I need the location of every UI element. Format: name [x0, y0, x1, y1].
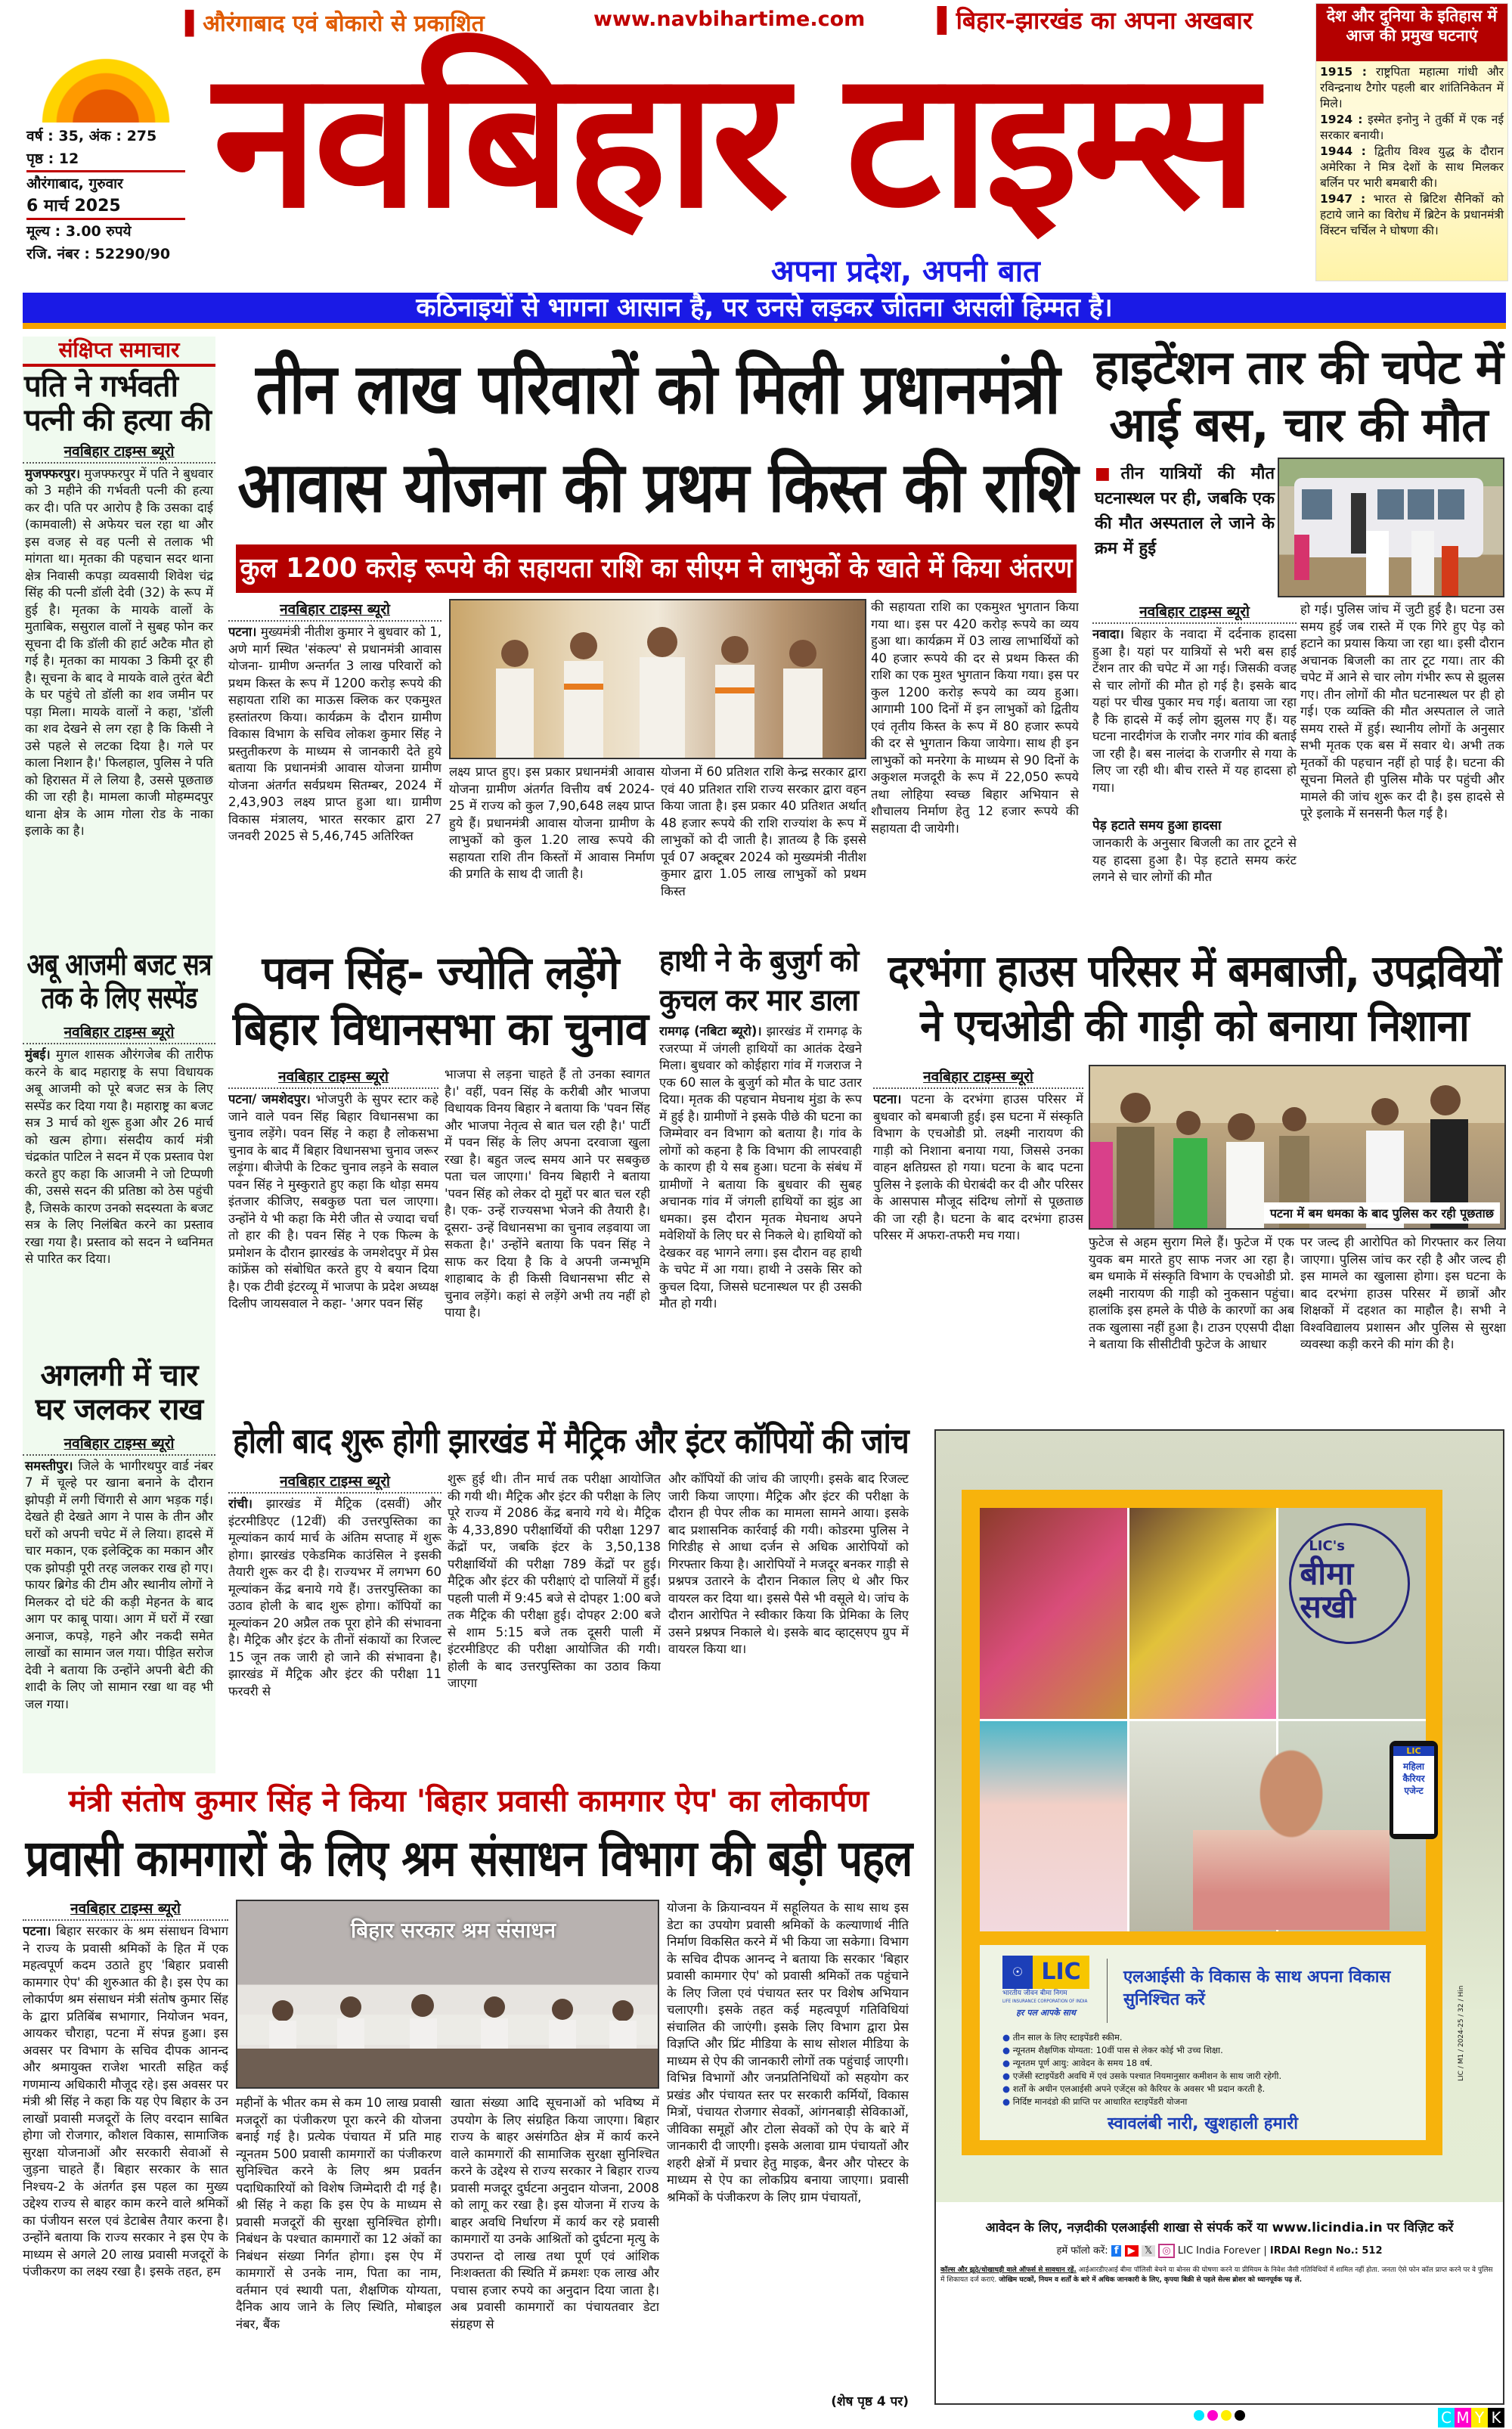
history-item [1320, 191, 1504, 239]
social-row: हमें फॉलो करें: f ▶ 𝕏 ◎ LIC India Forever | IRDAI Regn No.: 512 [1056, 2245, 1383, 2257]
lead-col-1 [228, 599, 442, 915]
ad-bullet-text: तीन साल के लिए स्टाइपेंडरी स्कीम. [1012, 2032, 1123, 2043]
byline: नवबिहार टाइम्स ब्यूरो [23, 1433, 215, 1456]
dateline: रांची। [228, 1497, 253, 1511]
magenta-dot [1207, 2410, 1218, 2421]
story-paragraph: झारखंड में रामगढ़ के रजरप्पा में जंगली हाथियों का आतंक देखने मिला। बुधवार को कोईहारा गांव में गजराज ने एक 60 साल के बुजुर्ग को मौत के घाट उतार दिया। मृतक की पहचान मेघनाथ मुंडा के रूप में हुई है। ग्रामीणों ने इसके पीछे की घटना का जिम्मेवार वन विभाग को बताया है। गांव के लोगों को कहना है कि विभाग की लापरवाही के कारण ही ये सब हुआ। घटना के संबंध में ग्रामीणों ने बताया कि बुधवार की सुबह अचानक गांव में जंगली हाथियों का झुंड आ धमका। इस दौरान मृतक मेघनाथ अपने मवेशियों के लिए घर से निकले थे। हाथियों को देखकर वह भागने लगा। इस दौरान वह हाथी के चपेट में आ गया। हाथी ने उसके सिर को कुचल दिया, जिससे घटनास्थल पर ही उसकी मौत हो गयी। [659, 1024, 862, 1311]
brief-story-2 [23, 1047, 215, 1353]
disclaimer-text: आईआरडीएआई बीमा पॉलिसी बेचने या बोनस की घोषणा करने या प्रीमियम के निवेश जैसी गतिविधियों में शामिल नहीं होता. जनता ऐसे फोन कॉल प्राप्त करने पर वे पुलिस में शिकायत दर्ज कराएं. [940, 2266, 1493, 2284]
cmyk-marks [1438, 2408, 1504, 2427]
disclaimer [936, 2260, 1503, 2291]
quote-banner-text: कठिनाइयों से भागना आसान है, पर उनसे लड़कर जीतना असली हिम्मत है। [416, 293, 1113, 323]
darbhanga-col-1 [873, 1066, 1083, 1384]
migrant-headline: प्रवासी कामगारों के लिए श्रम संसाधन विभाग की बड़ी पहल [25, 1829, 912, 1888]
disclaimer-bold-2: जोखिम घटकों, नियम व शर्तों के बारे में अधिक जानकारी के लिए, कृपया बिक्री से पहले सेल्स ब्रोशर को ध्यानपूर्वक पढ़ लें. [999, 2276, 1302, 2284]
ad-bullet-text: एजेंसी स्टाइपेंडरी अवधि में एवं उसके पश्चात नियमानुसार कमीशन के साथ जारी रहेगी. [1012, 2071, 1282, 2081]
website-link[interactable]: www.navbihartime.com [593, 8, 866, 31]
registration-bar [934, 2409, 1504, 2418]
cyan-dot [1194, 2410, 1204, 2421]
history-text: इस्मेत इनोनु ने तुर्की में एक नई सरकार बनायी। [1320, 113, 1504, 142]
cmyk-c: C [1438, 2408, 1455, 2427]
story-paragraph: बिहार सरकार के श्रम संसाधन विभाग ने राज्य के प्रवासी श्रमिकों के हित में एक महत्वपूर्ण कदम उठाते हुए 'बिहार प्रवासी कामगार ऐप' की शुरुआत की है। इस ऐप का लोकार्पण श्रम संसाधन मंत्री संतोष कुमार सिंह के द्वारा प्रतिबिंब सभागार, नियोजन भवन, आयकर चौराहा, पटना में संपन्न हुआ। इस अवसर पर विभाग के सचिव दीपक आनन्द और श्रमायुक्त राजेश भारती सहित कई गणमान्य अधिकारी मौजूद रहे। इस अवसर पर मंत्री श्री सिंह ने कहा कि यह ऐप बिहार के उन लाखों प्रवासी मजदूरों के लिए वरदान साबित होगा जो रोजगार, कौशल विकास, सामाजिक सुरक्षा योजनाओं और सरकारी सेवाओं से जुड़ना चाहते हैं। बिहार सरकार के सात निश्चय-2 के अंतर्गत इस पहल का मुख्य उद्देश्य राज्य से बाहर काम करने वाले श्रमिकों का पंजीयन सरल एवं डेटाबेस तैयार करना है। उन्होंने बताया कि राज्य सरकार ने इस ऐप के माध्यम से अगले 20 लाख प्रवासी मजदूरों के पंजीकरण का लक्ष्य रखा है। इसके तहत, हम [23, 1924, 228, 2279]
highlight-text: तीन यात्रियों की मौत घटनास्थल पर ही, जबकि एक की मौत अस्पताल ले जाने के क्रम में हुई [1095, 464, 1275, 558]
bullet-icon: ● [1002, 2032, 1013, 2043]
price: मूल्य : 3.00 रुपये [26, 223, 132, 240]
woman-photo [980, 1721, 1127, 1932]
byline: नवबिहार टाइम्स ब्यूरो [228, 599, 442, 622]
bus-headline: हाइटेंशन तार की चपेट में आई बस, चार की मौत [1094, 340, 1503, 452]
bus-col-1 [1092, 601, 1297, 915]
bullet-icon: ■ [1095, 464, 1121, 483]
byline: नवबिहार टाइम्स ब्यूरो [23, 441, 215, 464]
darbhanga-headline: दरभंगा हाउस परिसर में बमबाजी, उपद्रवियों ने एचओडी की गाड़ी को बनाया निशाना [888, 945, 1501, 1051]
ad-bullet [1002, 2044, 1418, 2057]
black-dot [1235, 2410, 1245, 2421]
lead-headline: तीन लाख परिवारों को मिली प्रधानमंत्री आवास योजना की प्रथम किस्त की राशि [237, 349, 1078, 528]
story-paragraph: भोजपुरी के सुपर स्टार कहे जाने वाले पवन सिंह बिहार विधानसभा का चुनाव लड़ेंगे। पवन सिंह ने कहा है लोकसभा चुनाव के बाद मैं बिहार विधानसभा चुनाव जरूर लड़ूंगा। बीजेपी के टिकट चुनाव लड़ने के सवाल पवन सिंह ने मुस्कुराते हुए कहा कि थोड़ा समय इंतजार कीजिए, सबकुछ पता चल जाएगा। उन्होंने ये भी कहा कि मेरी जीत से ज्यादा चर्चा तो हार की है। पवन सिंह ने एक फिल्म के प्रमोशन के दौरान झारखंड के जमशेदपुर में प्रेस कांफ्रेंस को संबोधित करते हुए ये बयान दिया है। एक टीवी इंटरव्यू में भाजपा के प्रदेश अध्यक्ष दिलीप जायसवाल ने कहा- 'अगर पवन सिंह [228, 1092, 438, 1311]
ad-bullet-text: न्यूनतम शैक्षणिक योग्यता: 10वीं पास से लेकर कोई भी उच्च शिक्षा. [1012, 2045, 1223, 2055]
women-group-photo [1129, 1508, 1277, 1719]
agent-woman-photo [1193, 1748, 1390, 1930]
lic-tagline: हर पल आपके साथ [1016, 2008, 1076, 2018]
history-year: 1947 : [1320, 192, 1366, 206]
issue-date: 6 मार्च 2025 [26, 195, 185, 220]
ad-bullet [1002, 2057, 1418, 2070]
brief-headline-3: अगलगी में चार घर जलकर राख [35, 1358, 203, 1427]
brief-section-title: संक्षिप्त समाचार [23, 337, 215, 367]
darbhanga-col-3: पर जल्द ही आरोपित को गिरफ्तार कर लिया जाएगा। पुलिस जांच कर रही है और जल्द ही इस मामले का खुलासा होगा। इस घटना के बाद दरभंगा हाउस परिसर में छात्रों और शिक्षकों में दहशत का माहौल है। सभी ने विश्वविद्यालय प्रशासन और पुलिस से सुरक्षा व्यवस्था कड़ी करने की मांग की है। [1300, 1235, 1506, 1351]
lic-advertisement[interactable] [934, 1429, 1504, 2405]
cmyk-y: Y [1471, 2408, 1488, 2427]
brief-headline-1: पति ने गर्भवती पत्नी की हत्या की [24, 369, 211, 438]
story-paragraph: बिहार के नवादा में दर्दनाक हादसा हुआ है। यहां पर यात्रियों से भरी बस हाई टेंशन तार की चपेट में आ गई। जिसकी वजह से चार लोगों की मौत हो गई है। इसके बाद यहां पर चीख पुकार मच गई। बताया जा रहा है कि हादसे में कई लोग झुलस गए हैं। यह घटना नारदीगंज के राजौर नगर गांव की बताई जा रही है। बस नालंदा के राजगीर से गया के लिए जा रही थी। बीच रास्ते में यह हादसा हो गया। [1092, 627, 1297, 795]
migrant-col-2: महीनों के भीतर कम से कम 10 लाख प्रवासी मजदूरों का पंजीकरण पूरा करने की योजना बनाई गई है। प्रत्येक पंचायत में प्रति माह न्यूनतम 500 प्रवासी कामगारों का पंजीकरण सुनिश्चित करने के लिए श्रम प्रवर्तन पदाधिकारियों को विशेष जिम्मेदारी दी गई है। श्री सिंह ने कहा कि इस ऐप के माध्यम से प्रवासी मजदूरों की सुरक्षा सुनिश्चित होगी। निबंधन के पश्चात कामगारों का 12 अंकों का निबंधन संख्या निर्गत होगा। इस ऐप में कामगारों से उनके नाम, पिता का नाम, वर्तमान एवं स्थायी पता, शैक्षणिक योग्यता, दैनिक आय जाने के लिए स्थिति, मोबाइल नंबर, बैंक [236, 2096, 442, 2331]
story-text [659, 1023, 862, 1379]
ad-headline: एलआईसी के विकास के साथ अपना विकास सुनिश्चित करें [1123, 1968, 1391, 2009]
published-from: ▌औरंगाबाद एवं बोकारो से प्रकाशित [185, 11, 485, 37]
photo-banner-text: बिहार सरकार श्रम संसाधन [351, 1918, 556, 1943]
place-day: औरंगाबाद, गुरुवार [26, 175, 123, 192]
brief-story-1 [23, 466, 215, 942]
holi-col-2: शुरू हुई थी। तीन मार्च तक परीक्षा आयोजित की गयी थी। मैट्रिक और इंटर की परीक्षा के लिए पूरे राज्य में 2086 केंद्र बनाये गये थे। मैट्रिक के 4,33,890 परीक्षार्थियों की परीक्षा 1297 केंद्रों पर, जबकि इंटर के 3,50,138 परीक्षार्थियों की परीक्षा 789 केंद्रों पर हुई। मैट्रिक और इंटर की परीक्षाएं दो पालियों में हुईं। पहली पाली में 9:45 बजे से दोपहर 1:00 बजे तक मैट्रिक की परीक्षा हुई। दोपहर 2:00 बजे से शाम 5:15 बजे तक दूसरी पाली में इंटरमीडिएट की परीक्षा आयोजित की गयी। होली के बाद उत्तरपुस्तिका का उठाव किया जाएगा [448, 1472, 661, 1690]
byline: नवबिहार टाइम्स ब्यूरो [23, 1022, 215, 1044]
byline: नवबिहार टाइम्स ब्यूरो [1092, 601, 1297, 624]
tagline-top: ▌बिहार-झारखंड का अपना अखबार [937, 6, 1253, 35]
newspaper-title: नवबिहार टाइम्स [213, 29, 1253, 250]
lead-subhead-bar [236, 544, 1077, 593]
story-text [228, 624, 442, 911]
lead-col-4: की सहायता राशि का एकमुश्त भुगतान किया गया था। इस पर 420 करोड़ रूपये का व्यय हुआ था। कार्यक्रम में 03 लाख लाभार्थियों को 40 हजार रूपये की दर से प्रथम किस्त की राशि का एक मुश्त भुगतान किया गया। इस पर कुल 1200 करोड़ रूपये का व्यय हुआ। आगामी 100 दिनों में इन लाभुकों को द्वितीय एवं तृतीय किस्त के रूप में 80 हजार रूपये की दर से भुगतान किया जायेगा। साथ ही इन लाभुकों को मनरेगा के माध्यम से 90 दिनों के अकुशल मजदूरी के रूप में 22,050 रूपये तथा लोहिया स्वच्छ बिहार अभियान से शौचालय निर्माण हेतु 12 हजार रूपये की सहायता दी जायेगी। [871, 600, 1079, 836]
continued-note: (शेष पृष्ठ 4 पर) [831, 2394, 909, 2409]
ad-footer [936, 2202, 1503, 2405]
lead-subhead: कुल 1200 करोड़ रूपये की सहायता राशि का सीएम ने लाभुकों के खाते में किया अंतरण [240, 553, 1073, 584]
dateline: पटना। [23, 1924, 51, 1938]
social-handle: LIC India Forever [1177, 2245, 1261, 2257]
dateline: नवादा। [1092, 627, 1124, 641]
history-item [1320, 64, 1504, 112]
bus-col-2: हो गई। पुलिस जांच में जुटी हुई है। घटना उस समय हुई जब रास्ते में एक गिरे हुए पेड़ को हटाने का प्रयास किया जा रहा था। इसी दौरान अचानक बिजली का तार टूट गया। तार की चपेट में आने से चार लोग गंभीर रूप से झुलस गए। तीन लोगों की मौत घटनास्थल पर ही हो गई। एक व्यक्ति की मौत अस्पताल ले जाते समय रास्ते में हुई। स्थानीय लोगों के अनुसार सभी मृतक एक बस में सवार थे। अभी तक मृतकों की पहचान नहीं हो पाई है। घटना की सूचना मिलते ही पुलिस मौके पर पहुंची और मामले की जांच शुरू कर दी है। इस हादसे से पूरे इलाके में सनसनी फैल गई है। [1300, 602, 1504, 821]
story-text [873, 1091, 1083, 1382]
story-paragraph: पटना के दरभंगा हाउस परिसर में बुधवार को बमबाजी हुई। इस घटना में संस्कृति विभाग के एचओडी प्रो. लक्ष्मी नारायण की गाड़ी को निशाना बनाया गया, जिससे उनका वाहन क्षतिग्रस्त हो गया। घटना के बाद पटना पुलिस ने इलाके की घेराबंदी कर दी और परिसर के आसपास मौजूद संदिग्ध लोगों से पूछताछ की जा रही है। घटना के बाद दरभंगा हाउस परिसर में अफरा-तफरी मच गया। [873, 1092, 1083, 1242]
brief-story-3 [23, 1458, 215, 1764]
migrant-col-4 [667, 1900, 909, 2414]
lead-col-3: योजना में 60 प्रतिशत राशि केन्द्र सरकार द्वारा एवं 40 प्रतिशत राशि राज्य सरकार द्वारा वहन किया जाता है। इस प्रकार 40 प्रतिशत अर्थात् 48 हजार रूपये की राशि राज्यांश के रूप में लाभुकों को दी जाती है। ज्ञातव्य है कि इससे पूर्व 07 अक्टूबर 2024 को मुख्यमंत्री नीतीश कुमार द्वारा 1.05 लाख लाभुकों को प्रथम किस्त [661, 765, 866, 898]
ad-slogan: स्वावलंबी नारी, खुशहाली हमारी [1107, 2114, 1299, 2133]
page-count: पृष्ठ : 12 [26, 147, 185, 172]
lic-emblem-icon: ☉ [1002, 1956, 1033, 1989]
holi-headline: होली बाद शुरू होगी झारखंड में मैट्रिक और इंटर कॉपियों की जांच [233, 1420, 909, 1461]
bullet-icon: ● [1002, 2071, 1013, 2081]
lic-logo-text: LIC [1033, 1956, 1089, 1989]
year-issue: वर्ष : 35, अंक : 275 [26, 128, 157, 144]
story-paragraph: मुख्यमंत्री नीतीश कुमार ने बुधवार को 1, अणे मार्ग स्थित 'संकल्प' से प्रधानमंत्री आवास योजना- ग्रामीण अन्तर्गत 3 लाख परिवारों को प्रथम किस्त के रूप में 1200 करोड़ रूपये की सहायता राशि का माऊस क्लिक कर एकमुश्त हस्तांतरण किया। कार्यक्रम के दौरान ग्रामीण विकास विभाग के सचिव लोकश कुमार सिंह ने प्रस्तुतीकरण के माध्यम से जानकारी देते हुये बताया कि प्रधानमंत्री आवास योजना ग्रामीण योजना अंतर्गत सर्वप्रथम सितम्बर, 2024 में 2,43,903 लक्ष्य प्राप्त हुआ था। ग्रामीण विकास मंत्रालय, भारत सरकार द्वारा 27 जनवरी 2025 से 5,46,745 अतिरिक्त [228, 625, 442, 843]
history-text: भारत से ब्रिटिश सैनिकों को हटाये जाने का विरोध में ब्रिटेन के प्रधानमंत्री विंस्टन चर्चिल ने घोषणा की। [1320, 192, 1504, 237]
disclaimer-bold: कॉल्स और झूठे/धोखाधड़ी वाले ऑफर्स से सावधान रहें. [940, 2266, 1077, 2274]
story-text: जिले के भागीरथपुर वार्ड नंबर 7 में चूल्हे पर खाना बनाने के दौरान झोपड़ी में लगी चिंगारी से आग भड़क गई। देखते ही देखते आग ने पास के तीन और घरों को अपनी चपेट में ले लिया। हादसे में चार मकान, एक इलेक्ट्रिक का मकान और एक झोपड़ी पूरी तरह जलकर राख हो गए। फायर ब्रिगेड की टीम और स्थानीय लोगों ने मिलकर दो घंटे की कड़ी मेहनत के बाद आग पर काबू पाया। आग में घरों में रखा अनाज, कपड़े, गहने और नकदी समेत लाखों का सामान जल गया। पीड़ित सरोज देवी ने बताया कि उन्होंने अपनी बेटी की शादी के लिए जो सामान रखा था वह भी जल गया। [25, 1458, 213, 1711]
byline: नवबिहार टाइम्स ब्यूरो [873, 1066, 1083, 1089]
history-title: देश और दुनिया के इतिहास में आज की प्रमुख घटनाएं [1316, 4, 1507, 61]
bus-image-icon [1279, 459, 1504, 597]
youtube-icon[interactable]: ▶ [1125, 2245, 1139, 2257]
dateline: पटना। [873, 1092, 902, 1106]
ad-bullet-text: शर्तों के अधीन एलआईसी अपने एजेंट्स को कैरियर के अवसर भी प्रदान करती है. [1012, 2083, 1266, 2094]
story-text [23, 1923, 228, 2411]
elephant-story [659, 942, 862, 1384]
ad-bullet-text: निर्दिष्ट मानदंडो की प्राप्ति पर आधारित स्टाइपेंडरी योजना [1012, 2096, 1188, 2107]
history-box [1315, 3, 1508, 281]
migrant-col-1 [23, 1898, 228, 2412]
logo-prefix: LIC's [1309, 1538, 1345, 1554]
ad-bullets [1002, 2031, 1418, 2108]
dateline: रामगढ़ (नबिटा ब्यूरो)। [659, 1024, 762, 1038]
history-year: 1924 : [1320, 113, 1363, 126]
lic-english-name: LIFE INSURANCE CORPORATION OF INDIA [1002, 1999, 1088, 2004]
yellow-dot [1221, 2410, 1232, 2421]
dateline: मुजफ्फरपुर। [25, 466, 81, 481]
story-text: योजना के क्रियान्वयन में सहूलियत के साथ साथ इस डेटा का उपयोग प्रवासी श्रमिकों के कल्याणार्थ नीति निर्माण विकसित करने में भी किया जा सकेगा। विभाग के सचिव दीपक आनन्द ने बताया कि सरकार 'बिहार प्रवासी कामगार ऐप' को प्रवासी श्रमिकों तक पहुंचाने के लिए जिला एवं पंचायत स्तर पर विशेष अभियान चलाएगी। इसके तहत कई महत्वपूर्ण गतिविधियां संचालित की जाएंगी। इसके लिए विभाग द्वारा प्रेस विज्ञप्ति और प्रिंट मीडिया के साथ सोशल मीडिया के माध्यम से ऐप की जानकारी लोगों तक पहुंचाई जाएगी। विभिन्न विभागों और जनप्रतिनिधियों को सहयोग कर प्रखंड और पंचायत स्तर पर सरकारी कर्मियों, विकास मित्रों, पंचायत रोजगार सेवकों, आंगनबाड़ी सेविकाओं, जीविका समूहों और टोला सेवकों को ऐप के बारे में जानकारी दी जाएगी। इसके अलावा ग्राम पंचायतों और शहरी क्षेत्रों में प्रचार हेतु माइक, बैनर और पोस्टर के माध्यम से ऐप का लोकप्रिय बनाया जाएगा। प्रवासी श्रमिकों के पंजीकरण के लिए ग्राम पंचायतों, [667, 1900, 909, 2204]
story-paragraph: झारखंड में मैट्रिक (दसवीं) और इंटरमीडिएट (12वीं) की उत्तरपुस्तिका का मूल्यांकन कार्य मार्च के अंतिम सप्ताह में शुरू होगा। झारखंड एकेडमिक काउंसिल ने इसकी तैयारी शुरू कर दी है। राज्यभर में लगभग 60 मूल्यांकन केंद्र बनाये गये हैं। उत्तरपुस्तिका का उठाव होली के बाद शुरू होगा। कॉपियों का मूल्यांकन 20 अप्रैल तक पूरा होने की संभावना है। मैट्रिक और इंटर के तीनों संकायों का रिजल्ट 15 जून तक जारी हो जाने की संभावना है। झारखंड में मैट्रिक और इंटर की परीक्षा 11 फरवरी से [228, 1497, 442, 1698]
ad-bullet [1002, 2070, 1418, 2083]
facebook-icon[interactable]: f [1111, 2245, 1122, 2257]
ad-bullet [1002, 2096, 1418, 2108]
bullet-icon: ● [1002, 2083, 1013, 2094]
history-year: 1915 : [1320, 65, 1367, 79]
cmyk-k: K [1488, 2408, 1504, 2427]
history-list [1316, 61, 1507, 242]
cmyk-m: M [1455, 2408, 1471, 2427]
byline: नवबिहार टाइम्स ब्यूरो [23, 1898, 228, 1921]
history-text: द्वितीय विश्व युद्ध के दौरान अमेरिका ने मित्र देशों के साथ मिलकर बर्लिन पर भारी बमबारी की। [1320, 144, 1504, 190]
divider [1107, 1959, 1108, 2023]
ad-bullet [1002, 2031, 1418, 2044]
instagram-icon[interactable]: ◎ [1158, 2244, 1174, 2258]
pawan-headline: पवन सिंह- ज्योति लड़ेंगे बिहार विधानसभा का चुनाव [232, 947, 649, 1056]
story-text: मुजफ्फरपुर में पति ने बुधवार को 3 महीने की गर्भवती पत्नी की हत्या कर दी। पति पर आरोप है कि उसका दाई (कामवाली) से अफेयर चल रहा था और इस वजह से वह पत्नी से तलाक भी मांगता था। मृतका की पहचान सदर थाना क्षेत्र निवासी कपड़ा व्यवसायी शिवेश चंद्र सिंह की पत्नी डॉली देवी (32) के रूप में हुई है। मृतका के मायके वालों के मुताबिक, ससुराल वालों ने सुबह फोन कर सूचना दी कि डॉली की हार्ट अटैक मौत हो गई है। मृतका का मायका 3 किमी दूर ही है। सूचना के बाद वे मायके वाले तुरंत बेटी के घर पहुंचे तो डॉली का शव जमीन पर पड़ा मिला। मायके वालों ने कहा, 'डॉली का शव देखने से लग रहा है कि किसी ने उसे पहले से लटका दिया है। गले पर काला निशान है।' फिलहाल, पुलिस ने पति को हिरासत में ले लिया है, उससे पूछताछ की जा रही है। मामला काजी मोहम्मदपुर थाना क्षेत्र के आम गोला रोड के नाका इलाके का है। [25, 466, 213, 839]
edition-info [26, 125, 185, 265]
lic-hindi-name: भारतीय जीवन बीमा निगम [1002, 1990, 1067, 1997]
lead-col-2: लक्ष्य प्राप्त हुए। इस प्रकार प्रधानमंत्री आवास योजना ग्रामीण अंतर्गत वित्तीय वर्ष 2024-25 में राज्य को कुल 7,90,648 लक्ष्य प्राप्त हुये हैं। प्रधानमंत्री आवास योजना ग्रामीण के लाभुकों को कुल 1.20 लाख रूपये की सहायता राशि तीन किस्तों में आवास निर्माण की प्रगति के साथ दी जाती है। [449, 765, 655, 881]
tablet-text: महिला कैरियर एजेन्ट [1402, 1761, 1425, 1796]
byline: नवबिहार टाइम्स ब्यूरो [228, 1066, 438, 1089]
registration-number: रजि. नंबर : 52290/90 [26, 246, 171, 262]
darbhanga-col-2: फुटेज से अहम सुराग मिले हैं। फुटेज में एक युवक बम मारते हुए साफ नजर आ रहा है। बम धमाके में संस्कृति विभाग के एचओडी प्रो. लक्ष्मी नारायण की गाड़ी को नुकसान पहुंचा। हालांकि इस हमले के पीछे के कारणों का अब तक खुलासा नहीं हुआ है। टाउन एएसपी दीक्षा ने बताया कि सीसीटीवी फुटेज के आधार [1089, 1235, 1294, 1351]
migrant-col-3: खाता संख्या आदि सूचनाओं को भविष्य में उपयोग के लिए संग्रहित किया जाएगा। बिहार राज्य के बाहर असंगठित क्षेत्र में कार्य करने वाले कामगारों की सामाजिक सुरक्षा सुनिश्चित करने के उद्देश्य से राज्य सरकार ने बिहार राज्य प्रवासी मजदूर दुर्घटना अनुदान योजना, 2008 को लागू कर रखा है। इस योजना में राज्य के बाहर अवधि निर्धारण में कार्य कर रहे प्रवासी कामगारों या उनके आश्रितों को दुर्घटना मृत्यु के उपरान्त दो लाख तथा पूर्ण एवं आंशिक निःशक्तता की स्थिति में क्रमशः एक लाख और पचास हजार रुपये का अनुदान दिया जाता है। अब प्रवासी कामगारों का पंचायतवार डेटा संग्रहण से [451, 2096, 659, 2331]
logo-main: बीमा सखी [1300, 1555, 1356, 1625]
women-group-photo [980, 1508, 1127, 1719]
follow-label: हमें फॉलो करें: [1056, 2245, 1108, 2257]
brief-column [23, 337, 215, 1773]
darbhanga-photo [1089, 1065, 1506, 1230]
ad-bullet-text: न्यूनतम पूर्ण आयु: आवेदन के समय 18 वर्ष. [1012, 2058, 1153, 2068]
photo-caption: पटना में बम धमका के बाद पुलिस कर रही पूछताछ [1264, 1202, 1500, 1224]
ad-code: LIC / M1 / 2024-25 / 32 / Hin [1458, 1985, 1465, 2081]
story-text [228, 1091, 438, 1382]
tablet [1390, 1741, 1438, 1839]
holi-col-1 [228, 1471, 442, 1773]
bus-photo [1278, 458, 1504, 597]
bima-sakhi-logo [1278, 1508, 1426, 1719]
migrant-photo [236, 1900, 659, 2089]
ad-bullet [1002, 2083, 1418, 2096]
x-icon[interactable]: 𝕏 [1142, 2245, 1155, 2257]
lead-photo [449, 599, 866, 759]
lic-logo [1002, 1956, 1089, 2019]
ad-info-panel [980, 1945, 1426, 2140]
quote-banner [23, 293, 1506, 329]
irdai-number: IRDAI Regn No.: 512 [1269, 2245, 1383, 2257]
bus-highlight [1095, 461, 1275, 561]
bullet-icon: ● [1002, 2045, 1013, 2055]
story-text [1092, 626, 1297, 817]
apply-text: आवेदन के लिए, नज़दीकी एलआईसी शाखा से संपर्क करें या www.licindia.in पर विज़िट करें [985, 2220, 1454, 2235]
story-text [228, 1496, 442, 1772]
bullet-icon: ● [1002, 2058, 1013, 2068]
slogan: अपना प्रदेश, अपनी बात [771, 254, 1040, 289]
dateline: पटना/ जमशेदपुर। [228, 1092, 311, 1106]
dateline: पटना। [228, 625, 257, 639]
byline: नवबिहार टाइम्स ब्यूरो [228, 1471, 442, 1494]
sun-logo-icon [38, 47, 174, 123]
tablet-lic-logo: LIC [1393, 1746, 1434, 1756]
elephant-headline: हाथी ने के बुजुर्ग को कुचल कर मार डाला [659, 944, 859, 1018]
holi-col-3: और कॉपियों की जांच की जाएगी। इसके बाद रिजल्ट जारी किया जाएगा। मैट्रिक और इंटर की परीक्षा के दौरान ही पेपर लीक का मामला सामने आया। इसके बाद प्रशासनिक कार्रवाई की गयी। कोडरमा पुलिस ने गिरिडीह से आधा दर्जन से अधिक आरोपियों को गिरफ्तार किया है। आरोपियों ने मजदूर बनकर गाड़ी से प्रश्नपत्र उतारने के दौरान निकाल लिए थे और फिर वायरल कर दिया था। इससे पैसे भी वसूले थे। जांच के दौरान आरोपित ने स्वीकार किया कि प्रेमिका के लिए उसने प्रश्नपत्र निकाले थे। इसके बाद व्हाट्सएप ग्रुप में वायरल किया था। [668, 1472, 909, 1656]
history-item [1320, 112, 1504, 144]
brief-headline-2: अबू आजमी बजट सत्र तक के लिए सस्पेंड [26, 947, 212, 1016]
history-item [1320, 144, 1504, 191]
pawan-col-1 [228, 1066, 438, 1384]
migrant-kicker: मंत्री संतोष कुमार सिंह ने किया 'बिहार प्रवासी कामगार ऐप' का लोकार्पण [68, 1784, 869, 1819]
story-text: मुगल शासक औरंगजेब की तारीफ करने के बाद महाराष्ट्र के सपा विधायक अबू आजमी को पूरे बजट सत्र के लिए सस्पेंड कर दिया गया है। महाराष्ट्र का बजट सत्र 3 मार्च को शुरू हुआ और 26 मार्च को खत्म होगा। संसदीय कार्य मंत्री चंद्रकांत पाटिल ने सदन में एक प्रस्ताव पेश करते हुए कहा कि आजमी ने जो टिप्पणी की, उससे सदन की प्रतिष्ठा को ठेस पहुंची है, जिसके कारण उनको सदस्यता के बजट सत्र के लिए निलंबित करने का प्रस्ताव रखा गया है। प्रस्ताव को सदन ने ध्वनिमत से पारित कर दिया। [25, 1047, 214, 1267]
published-from-text: औरंगाबाद एवं बोकारो से प्रकाशित [203, 11, 485, 37]
tagline-top-text: बिहार-झारखंड का अपना अखबार [956, 6, 1253, 35]
history-year: 1944 : [1320, 144, 1366, 158]
pawan-col-2: भाजपा से लड़ना चाहते हैं तो उनका स्वागत है।' वहीं, पवन सिंह के करीबी और भाजपा विधायक विनय बिहार ने बताया कि 'पवन सिंह और भाजपा नेतृत्व से बात चल रही है।' पार्टी में पवन सिंह के लिए अपना दरवाजा खुला रखा है। बहुत जल्द समय आने पर सबकुछ पता चल जाएगा।' विनय बिहारी ने बताया 'पवन सिंह को लेकर दो मुद्दों पर बात चल रही है। एक- उन्हें राज्यसभा भेजने की तैयारी है। दूसरा- उन्हें विधानसभा का चुनाव लड़वाया जा सकता है।' उन्होंने बताया कि पवन सिंह ने साफ कर दिया है कि वे अपनी जन्मभूमि शाहाबाद के ही किसी विधानसभा सीट से चुनाव लड़ेंगे। कहां से लड़ेंगे अभी तय नहीं हो पाया है। [445, 1067, 650, 1320]
dateline: समस्तीपुर। [25, 1458, 73, 1473]
story-text: जानकारी के अनुसार बिजली का तार टूटने से यह हादसा हुआ है। पेड़ हटाते समय करंट लगने से चार लोगों की मौत [1092, 836, 1297, 884]
bullet-icon: ● [1002, 2096, 1013, 2107]
history-text: राष्ट्रपिता महात्मा गांधी और रविन्द्रनाथ टैगोर पहली बार शांतिनिकेतन में मिले। [1320, 65, 1504, 110]
bus-subhead: पेड़ हटाते समय हुआ हादसा [1092, 818, 1222, 833]
people-photo-icon [451, 600, 866, 759]
dateline: मुंबई। [25, 1047, 51, 1062]
